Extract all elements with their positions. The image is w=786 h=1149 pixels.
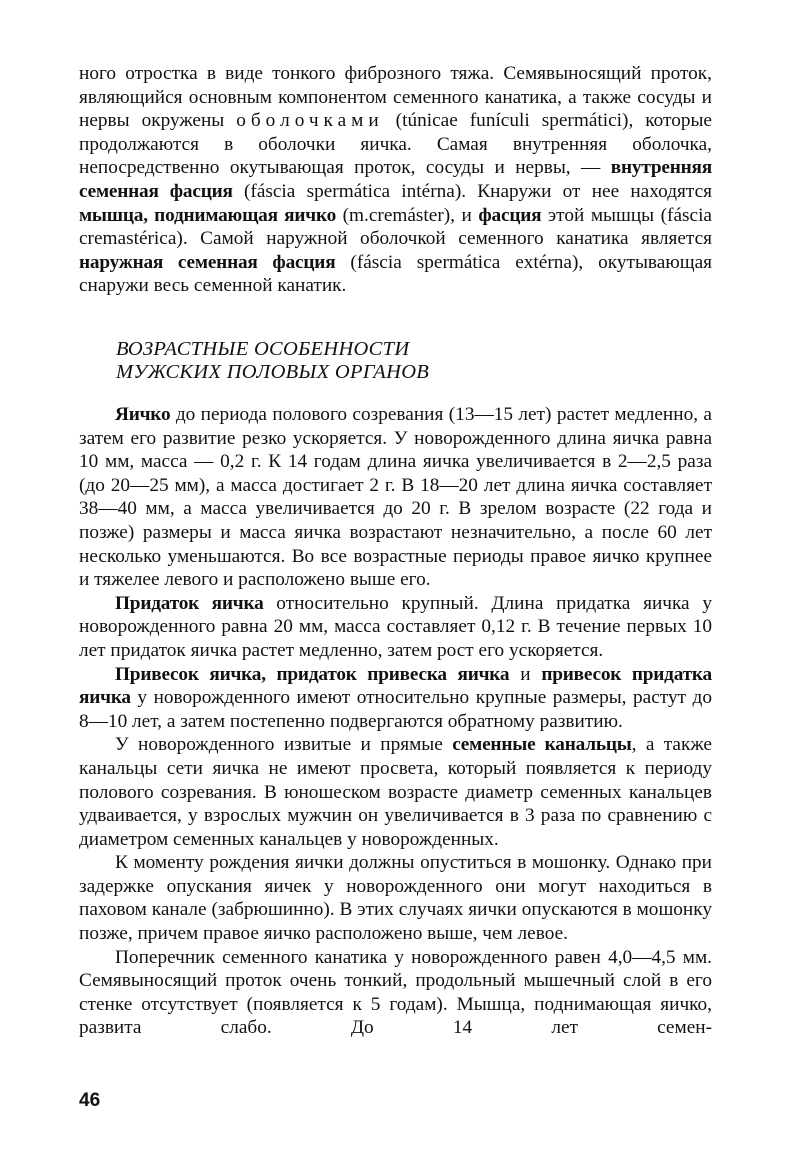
paragraph-appendices	[79, 663, 712, 734]
spaced-term: оболочками	[236, 110, 384, 132]
bold-term-appendix-epididymis: привесок придатка яичка	[79, 663, 712, 709]
paragraph-text: и	[509, 663, 542, 685]
page-number: 46	[79, 1090, 101, 1111]
intro-text-4: (m.cremáster), и	[336, 204, 479, 226]
bold-term-epididymis: Придаток яичка	[115, 592, 264, 614]
section-heading	[116, 338, 429, 384]
paragraph-spermatic-cord	[79, 946, 712, 1040]
paragraph-text: К моменту рождения яички должны опуститься в мошонку. Однако при задержке опускания яичек у новорожденного они могут находиться в паховом канале (забрюшинно). В этих случаях яички опускаются в мошонку позже, причем правое яичко расположено выше, чем левое.	[79, 852, 712, 945]
paragraph-text: , а также канальцы сети яичка не имеют просвета, который появляется к периоду полового созревания. В юношеском возрасте диаметр семенных канальцев удваивается, у взрослых мужчин он увеличивается в 3 раза по сравнению с диаметром семенных канальцев у новорожденных.	[79, 734, 712, 850]
paragraph-testis	[79, 403, 712, 592]
paragraph-descent	[79, 851, 712, 945]
intro-text-2: (túnicae funículi spermátici), которые продолжаются в оболочки яичка. Самая внутренняя оболочка, непосредственно окутывающая проток, сосуды и нервы, —	[79, 110, 712, 179]
intro-text-6: (fáscia spermática extérna), окутывающая снаружи весь семенной канатик.	[79, 251, 713, 297]
intro-text-5: этой мышцы (fáscia cremastérica). Самой наружной оболочкой семенного канатика является	[79, 204, 712, 250]
paragraph-text: до периода полового созревания (13—15 лет) растет медленно, а затем его развитие резко ускоряется. У новорожденного длина яичка равна 10 мм, масса — 0,2 г. К 14 годам длина яичка увеличивается в 2—2,5 раза (до 20—25 мм), а масса достигает 2 г. В 18—20 лет длина яичка составляет 38—40 мм, а масса увеличивается до 20 г. В зрелом возрасте (22 года и позже) размеры и масса яичка возрастают незначительно, а после 60 лет несколько уменьшаются. Во все возрастные периоды правое яичко крупнее и тяжелее левого и расположено выше его.	[79, 404, 712, 591]
paragraph-text: У новорожденного извитые и прямые	[115, 734, 453, 756]
section-heading-line-1: ВОЗРАСТНЫЕ ОСОБЕННОСТИ	[116, 338, 410, 360]
intro-paragraph	[79, 62, 712, 298]
paragraph-text: Поперечник семенного канатика у новорожденного равен 4,0—4,5 мм. Семявыносящий проток очень тонкий, продольный мышечный слой в его стенке отсутствует (появляется к 5 годам). Мышца, поднимающая яичко, развита слабо. До 14 лет семен-	[79, 946, 712, 1039]
section-heading-line-2: МУЖСКИХ ПОЛОВЫХ ОРГАНОВ	[116, 361, 430, 383]
intro-text-1: ного отростка в виде тонкого фиброзного тяжа. Семявыносящий проток, являющийся основным компонентом семенного канатика, а также сосуды и нервы окружены	[79, 63, 712, 132]
main-text-block	[79, 403, 712, 1040]
bold-term-external-fascia: наружная семенная фасция	[79, 251, 336, 273]
paragraph-seminiferous-tubules	[79, 733, 712, 851]
intro-text-block	[79, 62, 712, 298]
bold-term-internal-fascia: внутренняя семенная фасция	[79, 157, 712, 202]
bold-term-fascia: фасция	[478, 204, 542, 226]
paragraph-epididymis	[79, 592, 712, 663]
bold-term-testis: Яичко	[115, 404, 171, 425]
bold-term-appendix-testis: Привесок яичка, придаток привеска яичка	[115, 663, 510, 685]
intro-text-3: (fáscia spermática intérna). Кнаружи от нее находятся	[232, 180, 712, 202]
bold-term-seminiferous-tubules: семенные канальцы	[452, 734, 632, 756]
paragraph-text: у новорожденного имеют относительно крупные размеры, растут до 8—10 лет, а затем постепенно подвергаются обратному развитию.	[79, 687, 712, 732]
paragraph-text: относительно крупный. Длина придатка яичка у новорожденного равна 20 мм, масса составляет 0,12 г. В течение первых 10 лет придаток яичка растет медленно, затем рост его ускоряется.	[79, 592, 712, 661]
bold-term-cremaster: мышца, поднимающая яичко	[79, 204, 337, 226]
